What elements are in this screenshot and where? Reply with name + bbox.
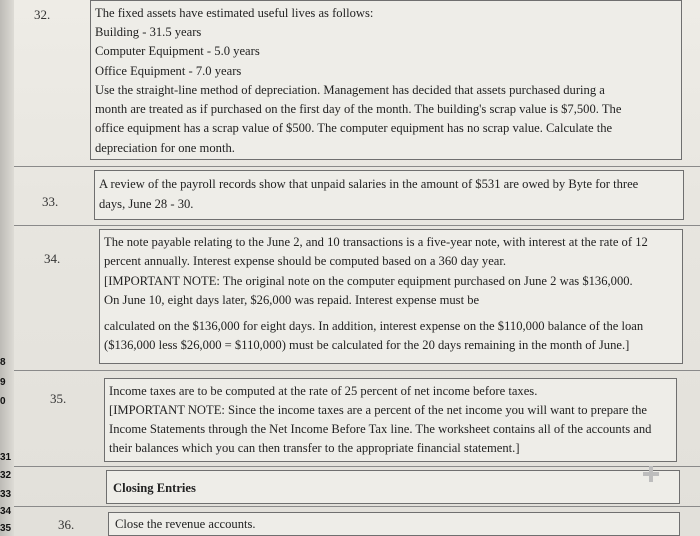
item-line: Building - 31.5 years [95, 25, 202, 39]
row-number: 0 [0, 396, 6, 407]
row-number: 8 [0, 357, 6, 368]
item-line: their balances which you can then transfer to the appropriate financial statement.] [109, 441, 520, 455]
item-number: 35. [50, 391, 67, 406]
row-divider [14, 466, 700, 467]
row-number: 31 [0, 452, 12, 463]
item-line: The note payable relating to the June 2, and 10 transactions is a five-year note, with interest at the rate of 12 [104, 235, 648, 249]
item-number: 34. [44, 251, 61, 266]
item-line: month are treated as if purchased on the first day of the month. The building's scrap value is $7,500. The [95, 102, 622, 116]
item-line: calculated on the $136,000 for eight days. In addition, interest expense on the $110,000 balance of the loan [104, 319, 644, 333]
item-35-text-box[interactable] [104, 378, 677, 462]
row-divider [14, 370, 700, 371]
item-number: 36. [58, 517, 75, 532]
item-line: ($136,000 less $26,000 = $110,000) must be calculated for the 20 days remaining in the month of June.] [104, 338, 630, 352]
item-line: Computer Equipment - 5.0 years [95, 44, 260, 58]
item-line: Use the straight-line method of depreciation. Management has decided that assets purchased during a [95, 83, 605, 97]
item-line: The fixed assets have estimated useful lives as follows: [95, 6, 374, 20]
item-34-text-box[interactable] [99, 229, 683, 315]
row-number: 33 [0, 489, 12, 500]
item-line: percent annually. Interest expense should be computed based on a 360 day year. [104, 254, 507, 268]
closing-entries-box[interactable] [106, 470, 680, 504]
closing-entries-heading: Closing Entries [113, 481, 196, 495]
item-number: 33. [42, 194, 59, 209]
item-34-continued-box[interactable] [99, 314, 683, 364]
item-36-text: Close the revenue accounts. [115, 517, 256, 531]
item-line: Income Statements through the Net Income Before Tax line. The worksheet contains all of the accounts and [109, 422, 652, 436]
row-divider [14, 506, 700, 507]
item-line: [IMPORTANT NOTE: The original note on the computer equipment purchased on June 2 was $136,000. [104, 274, 633, 288]
item-line: A review of the payroll records show that unpaid salaries in the amount of $531 are owed by Byte for three [99, 177, 639, 191]
row-divider [14, 225, 700, 226]
item-36-text-box[interactable] [108, 512, 680, 536]
item-line: [IMPORTANT NOTE: Since the income taxes are a percent of the net income you will want to prepare the [109, 403, 647, 417]
item-line: days, June 28 - 30. [99, 197, 194, 211]
item-line: On June 10, eight days later, $26,000 was repaid. Interest expense must be [104, 293, 480, 307]
item-line: depreciation for one month. [95, 141, 235, 155]
item-32-text-box[interactable] [90, 0, 682, 160]
row-number: 32 [0, 470, 12, 481]
item-line: office equipment has a scrap value of $500. The computer equipment has no scrap value. Calculate the [95, 121, 613, 135]
row-number: 9 [0, 377, 6, 388]
item-line: Office Equipment - 7.0 years [95, 64, 242, 78]
row-divider [14, 166, 700, 167]
row-number: 34 [0, 506, 12, 517]
plus-cross-icon [642, 465, 660, 483]
item-line: Income taxes are to be computed at the rate of 25 percent of net income before taxes. [109, 384, 538, 398]
row-number: 35 [0, 523, 12, 534]
item-33-text-box[interactable] [94, 170, 684, 220]
item-number: 32. [34, 7, 51, 22]
